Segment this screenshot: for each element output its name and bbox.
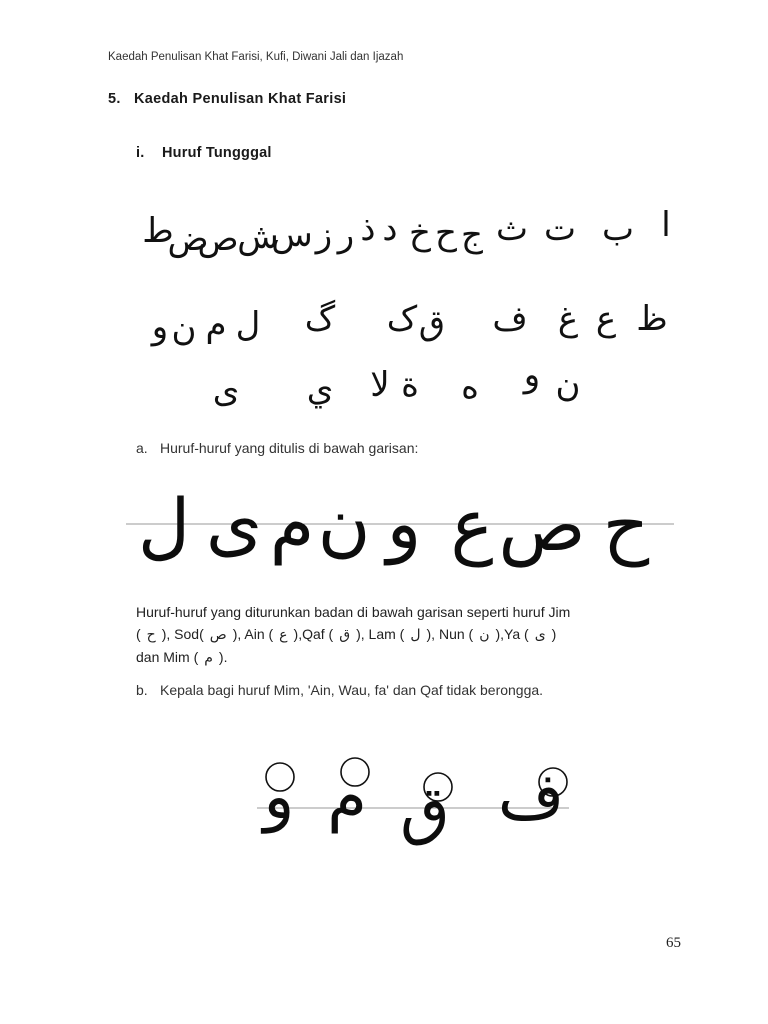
note-b-text: Kepala bagi huruf Mim, 'Ain, Wau, fa' dan Qaf tidak berongga.: [160, 682, 544, 698]
glyph-row3-2: ي: [306, 369, 334, 409]
solid-head-letters-image: [255, 752, 575, 864]
sod-close: ),: [232, 626, 242, 642]
glyph-row3-3: لا: [370, 365, 390, 405]
below-line-glyphs: [138, 481, 650, 568]
ain-label: Ain (: [244, 626, 274, 642]
demo-glyph-sod: ص: [498, 483, 586, 567]
sod-glyph: ص: [209, 627, 227, 643]
running-header: Kaedah Penulisan Khat Farisi, Kufi, Diwani Jali dan Ijazah: [108, 51, 404, 63]
glyph-row1-7: ر: [337, 215, 355, 255]
glyph-row1-6: ز: [315, 215, 333, 255]
glyph-row3-4: ة: [401, 365, 419, 405]
glyph-row1-8: ذ: [360, 209, 376, 249]
paragraph-intro: Huruf-huruf yang diturunkan badan di bawah garisan seperti huruf Jim: [136, 604, 571, 620]
demo-glyph-jim: ح: [602, 483, 650, 567]
head-glyph-qaf: ق: [400, 774, 450, 848]
head-glyph-wau: و: [263, 760, 295, 834]
demo-glyph-mim: م: [269, 481, 315, 565]
glyph-row2-9: غ: [557, 299, 579, 339]
lam-glyph: ل: [410, 627, 421, 643]
alphabet-row-1: [142, 205, 670, 259]
glyph-row1-15: ب: [601, 209, 635, 249]
glyph-row1-11: ح: [435, 213, 457, 253]
glyph-row1-12: ج: [461, 215, 483, 255]
subsection-number: i.: [136, 145, 145, 161]
mim-close: ).: [218, 649, 228, 665]
glyph-row1-4: ش: [237, 217, 279, 257]
head-glyph-fa: ف: [497, 760, 565, 834]
note-a-text: Huruf-huruf yang ditulis di bawah garisan:: [160, 440, 419, 456]
ya-label: Ya (: [504, 626, 529, 642]
glyph-row1-2: ض: [167, 219, 209, 259]
note-b: [136, 682, 543, 698]
sod-label: Sod(: [174, 626, 204, 642]
section-title: Kaedah Penulisan Khat Farisi: [134, 91, 347, 107]
lam-label: Lam (: [368, 626, 405, 642]
qaf-close: ),: [356, 626, 365, 642]
glyph-row3-6: و: [523, 355, 541, 395]
alphabet-chart-image: [140, 190, 680, 422]
head-glyph-mim: م: [327, 760, 367, 834]
note-b-label: b.: [136, 682, 148, 698]
glyph-row2-1: و: [151, 307, 169, 347]
head-demo-glyphs: [261, 760, 565, 848]
subsection-heading: [136, 145, 272, 161]
demo-glyph-nun: ن: [317, 481, 371, 565]
section-heading: [108, 91, 346, 107]
nun-close: ),: [495, 626, 505, 642]
subsection-title: Huruf Tungggal: [162, 145, 272, 161]
demo-glyph-ya: ی: [205, 481, 263, 565]
glyph-row1-13: ث: [495, 209, 529, 249]
glyph-row2-4: ل: [235, 305, 261, 345]
demo-glyph-wau: و: [386, 481, 422, 565]
jim-glyph: ح: [146, 627, 156, 643]
mim-label: dan Mim (: [136, 649, 199, 665]
jim-open: (: [136, 626, 141, 642]
demo-glyph-ain: ع: [450, 483, 494, 567]
below-line-letters-image: [122, 470, 682, 585]
qaf-glyph: ق: [339, 627, 351, 643]
qaf-label: Qaf (: [302, 626, 334, 642]
ya-glyph: ى: [534, 627, 546, 643]
glyph-row1-5: س: [271, 215, 313, 255]
nun-glyph: ن: [479, 627, 490, 643]
glyph-row2-10: ع: [595, 299, 617, 339]
glyph-row3-7: ن: [555, 365, 581, 405]
mim-glyph: م: [204, 650, 213, 666]
glyph-row1-10: خ: [409, 213, 431, 253]
glyph-row1-14: ت: [543, 209, 577, 249]
glyph-row1-3: ص: [197, 219, 239, 259]
nun-label: Nun (: [438, 626, 474, 642]
glyph-row2-6: ک: [386, 299, 418, 339]
section-number: 5.: [108, 91, 121, 107]
jim-close: ),: [161, 626, 171, 642]
glyph-row1-1: ط: [142, 211, 174, 251]
glyph-row2-5: گ: [304, 299, 336, 339]
ain-close: ),: [293, 626, 303, 642]
glyph-row3-1: ی: [212, 371, 240, 411]
note-a-label: a.: [136, 440, 148, 456]
glyph-row2-8: ف: [492, 299, 528, 339]
glyph-row2-11: ظ: [636, 299, 668, 339]
demo-glyph-lam: ل: [137, 483, 191, 567]
ya-close: ): [551, 626, 557, 642]
alphabet-row-2: [150, 299, 668, 349]
glyph-row2-7: ق: [418, 303, 446, 343]
glyph-row2-2: ن: [171, 309, 197, 349]
note-a: [136, 440, 418, 456]
alphabet-row-3: [213, 355, 581, 411]
explanation-paragraph: [136, 601, 696, 669]
glyph-row3-5: ه: [461, 367, 479, 407]
glyph-row1-16: ا: [661, 205, 671, 245]
page-number: 65: [666, 935, 681, 951]
glyph-row1-9: د: [382, 209, 398, 249]
ain-glyph: ع: [279, 627, 288, 643]
glyph-row2-3: م: [205, 305, 227, 345]
lam-close: ),: [426, 626, 436, 642]
